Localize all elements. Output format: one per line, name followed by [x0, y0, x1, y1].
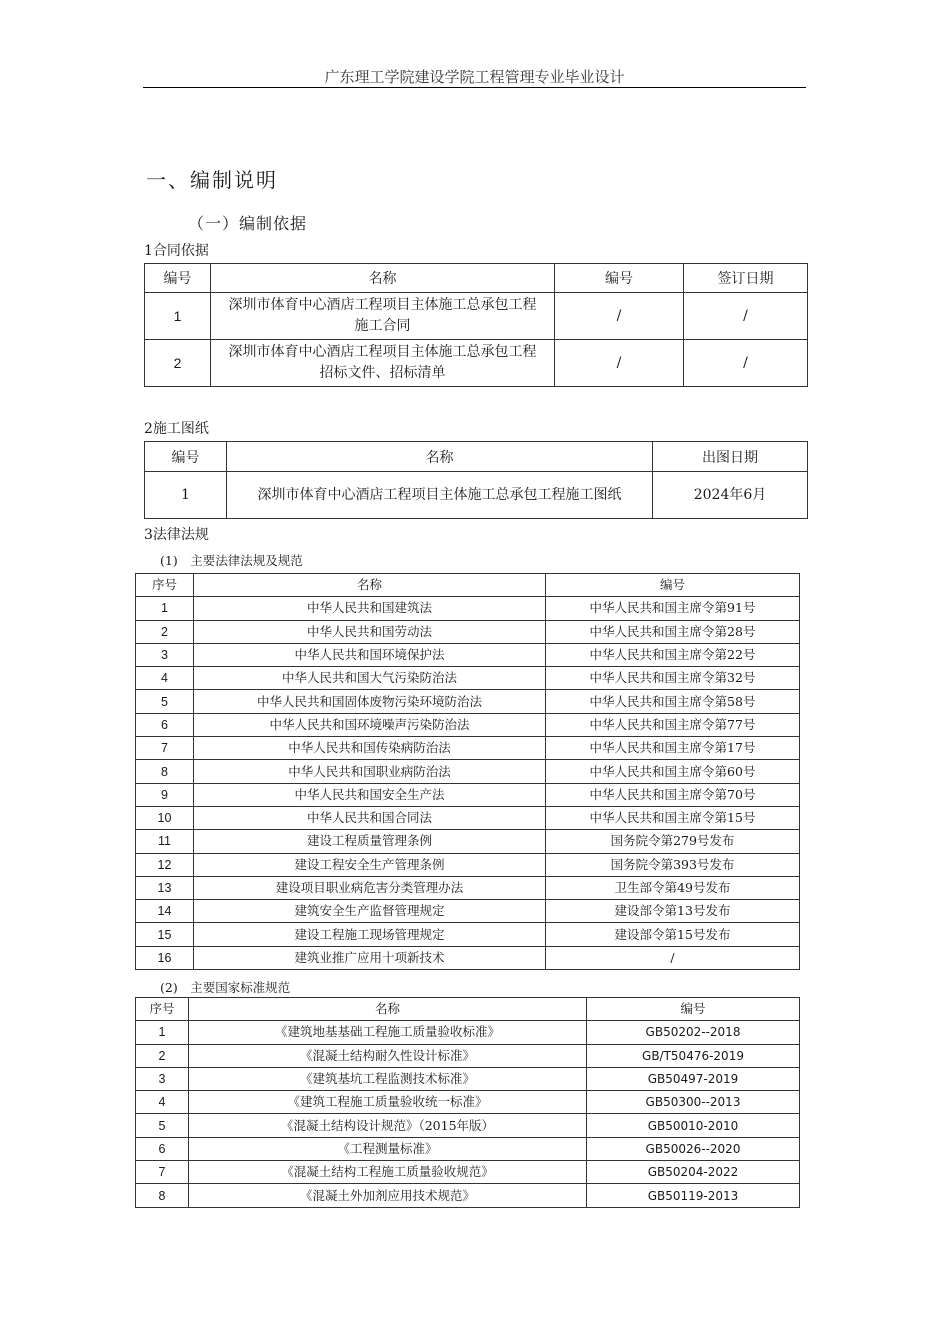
- cell-name: 《混凝土结构耐久性设计标准》: [189, 1044, 587, 1067]
- cell-code: GB50204-2022: [587, 1161, 800, 1184]
- cell-name: 中华人民共和国合同法: [194, 806, 546, 829]
- cell-name: 建筑安全生产监督管理规定: [194, 900, 546, 923]
- cell-code: 中华人民共和国主席令第60号: [546, 760, 800, 783]
- subsection-title: （一）编制依据: [188, 214, 308, 233]
- cell-no: 2: [136, 620, 194, 643]
- cell-date: /: [684, 293, 808, 340]
- table-header-row: [145, 264, 808, 293]
- cell-name: 《工程测量标准》: [189, 1137, 587, 1160]
- cell-name: 中华人民共和国固体废物污染环境防治法: [194, 690, 546, 713]
- table-row: [136, 713, 800, 736]
- table-row: [136, 1044, 800, 1067]
- table-row: [136, 853, 800, 876]
- cell-code: 建设部令第15号发布: [546, 923, 800, 946]
- column-header: 编号: [546, 574, 800, 597]
- table-header-row: [136, 998, 800, 1021]
- table-row: [136, 830, 800, 853]
- table-row: [136, 946, 800, 969]
- cell-code: 中华人民共和国主席令第58号: [546, 690, 800, 713]
- cell-no: 14: [136, 900, 194, 923]
- cell-code: GB50010-2010: [587, 1114, 800, 1137]
- cell-name: 深圳市体育中心酒店工程项目主体施工总承包工程施工图纸: [227, 472, 653, 519]
- cell-code: GB50026--2020: [587, 1137, 800, 1160]
- cell-no: 16: [136, 946, 194, 969]
- table-row: [136, 783, 800, 806]
- table-row: [136, 923, 800, 946]
- table-row: [136, 1137, 800, 1160]
- cell-code: GB50300--2013: [587, 1091, 800, 1114]
- cell-code: 中华人民共和国主席令第15号: [546, 806, 800, 829]
- cell-no: 5: [136, 690, 194, 713]
- table-row: [136, 1021, 800, 1044]
- cell-no: 1: [145, 293, 211, 340]
- laws-heading: 3法律法规: [144, 527, 209, 543]
- table-header-row: [145, 442, 808, 472]
- column-header: 编号: [555, 264, 684, 293]
- laws-table: [135, 573, 800, 970]
- table-row: [136, 1114, 800, 1137]
- cell-name: 《建筑基坑工程监测技术标准》: [189, 1067, 587, 1090]
- cell-code: 国务院令第393号发布: [546, 853, 800, 876]
- cell-no: 10: [136, 806, 194, 829]
- cell-code: GB50497-2019: [587, 1067, 800, 1090]
- table-row: [136, 737, 800, 760]
- cell-no: 5: [136, 1114, 189, 1137]
- cell-name: 建设工程施工现场管理规定: [194, 923, 546, 946]
- cell-code: /: [555, 340, 684, 387]
- cell-code: GB/T50476-2019: [587, 1044, 800, 1067]
- table-row: [136, 620, 800, 643]
- cell-name: 中华人民共和国环境噪声污染防治法: [194, 713, 546, 736]
- table-row: [136, 1091, 800, 1114]
- table-row: [145, 340, 808, 387]
- contract-basis-heading: 1合同依据: [144, 243, 209, 259]
- table-row: [136, 1184, 800, 1207]
- cell-name: 建筑业推广应用十项新技术: [194, 946, 546, 969]
- cell-code: 中华人民共和国主席令第91号: [546, 597, 800, 620]
- cell-name: 中华人民共和国安全生产法: [194, 783, 546, 806]
- cell-no: 3: [136, 643, 194, 666]
- cell-name: 建设项目职业病危害分类管理办法: [194, 876, 546, 899]
- cell-name: 中华人民共和国传染病防治法: [194, 737, 546, 760]
- table-row: [136, 643, 800, 666]
- table-row: [136, 1067, 800, 1090]
- cell-no: 4: [136, 1091, 189, 1114]
- table-row: [145, 472, 808, 519]
- table-header-row: [136, 574, 800, 597]
- cell-code: /: [546, 946, 800, 969]
- standards-subheading: (2) 主要国家标准规范: [160, 980, 291, 995]
- column-header: 编号: [587, 998, 800, 1021]
- column-header: 名称: [189, 998, 587, 1021]
- cell-no: 12: [136, 853, 194, 876]
- table-row: [136, 667, 800, 690]
- cell-no: 9: [136, 783, 194, 806]
- cell-no: 6: [136, 713, 194, 736]
- cell-date: /: [684, 340, 808, 387]
- cell-name: 《混凝土结构工程施工质量验收规范》: [189, 1161, 587, 1184]
- cell-name: 《混凝土外加剂应用技术规范》: [189, 1184, 587, 1207]
- column-header: 出图日期: [653, 442, 808, 472]
- contract-basis-table: [144, 263, 808, 387]
- cell-no: 3: [136, 1067, 189, 1090]
- cell-name: 深圳市体育中心酒店工程项目主体施工总承包工程招标文件、招标清单: [211, 340, 555, 387]
- cell-name: 建设工程安全生产管理条例: [194, 853, 546, 876]
- cell-code: /: [555, 293, 684, 340]
- laws-subheading: (1) 主要法律法规及规范: [160, 553, 303, 568]
- table-row: [136, 876, 800, 899]
- cell-no: 4: [136, 667, 194, 690]
- cell-name: 中华人民共和国劳动法: [194, 620, 546, 643]
- cell-code: 中华人民共和国主席令第70号: [546, 783, 800, 806]
- cell-no: 6: [136, 1137, 189, 1160]
- cell-no: 1: [136, 597, 194, 620]
- cell-no: 2: [136, 1044, 189, 1067]
- drawings-heading: 2施工图纸: [144, 421, 209, 437]
- cell-code: 中华人民共和国主席令第17号: [546, 737, 800, 760]
- table-row: [136, 900, 800, 923]
- drawings-table: [144, 441, 808, 519]
- section-title: 一、编制说明: [146, 168, 278, 192]
- cell-no: 7: [136, 737, 194, 760]
- table-row: [136, 1161, 800, 1184]
- cell-no: 11: [136, 830, 194, 853]
- column-header: 签订日期: [684, 264, 808, 293]
- cell-name: 中华人民共和国职业病防治法: [194, 760, 546, 783]
- cell-no: 13: [136, 876, 194, 899]
- cell-no: 8: [136, 760, 194, 783]
- column-header: 名称: [227, 442, 653, 472]
- cell-code: 中华人民共和国主席令第32号: [546, 667, 800, 690]
- cell-no: 15: [136, 923, 194, 946]
- cell-name: 中华人民共和国环境保护法: [194, 643, 546, 666]
- cell-name: 《建筑工程施工质量验收统一标准》: [189, 1091, 587, 1114]
- cell-code: 卫生部令第49号发布: [546, 876, 800, 899]
- cell-no: 2: [145, 340, 211, 387]
- cell-code: 建设部令第13号发布: [546, 900, 800, 923]
- cell-date: 2024年6月: [653, 472, 808, 519]
- cell-no: 1: [145, 472, 227, 519]
- column-header: 编号: [145, 264, 211, 293]
- cell-name: 中华人民共和国建筑法: [194, 597, 546, 620]
- table-row: [136, 760, 800, 783]
- cell-name: 建设工程质量管理条例: [194, 830, 546, 853]
- cell-name: 中华人民共和国大气污染防治法: [194, 667, 546, 690]
- cell-code: 中华人民共和国主席令第77号: [546, 713, 800, 736]
- cell-code: GB50119-2013: [587, 1184, 800, 1207]
- cell-no: 7: [136, 1161, 189, 1184]
- cell-no: 1: [136, 1021, 189, 1044]
- cell-name: 深圳市体育中心酒店工程项目主体施工总承包工程施工合同: [211, 293, 555, 340]
- cell-name: 《建筑地基基础工程施工质量验收标准》: [189, 1021, 587, 1044]
- cell-code: 中华人民共和国主席令第22号: [546, 643, 800, 666]
- column-header: 编号: [145, 442, 227, 472]
- standards-table: [135, 997, 800, 1208]
- column-header: 序号: [136, 574, 194, 597]
- column-header: 序号: [136, 998, 189, 1021]
- cell-code: 国务院令第279号发布: [546, 830, 800, 853]
- table-row: [136, 690, 800, 713]
- column-header: 名称: [211, 264, 555, 293]
- column-header: 名称: [194, 574, 546, 597]
- table-row: [145, 293, 808, 340]
- page-header: 广东理工学院建设学院工程管理专业毕业设计: [143, 68, 806, 88]
- cell-code: GB50202--2018: [587, 1021, 800, 1044]
- cell-no: 8: [136, 1184, 189, 1207]
- cell-code: 中华人民共和国主席令第28号: [546, 620, 800, 643]
- table-row: [136, 806, 800, 829]
- cell-name: 《混凝土结构设计规范》（2015年版）: [189, 1114, 587, 1137]
- table-row: [136, 597, 800, 620]
